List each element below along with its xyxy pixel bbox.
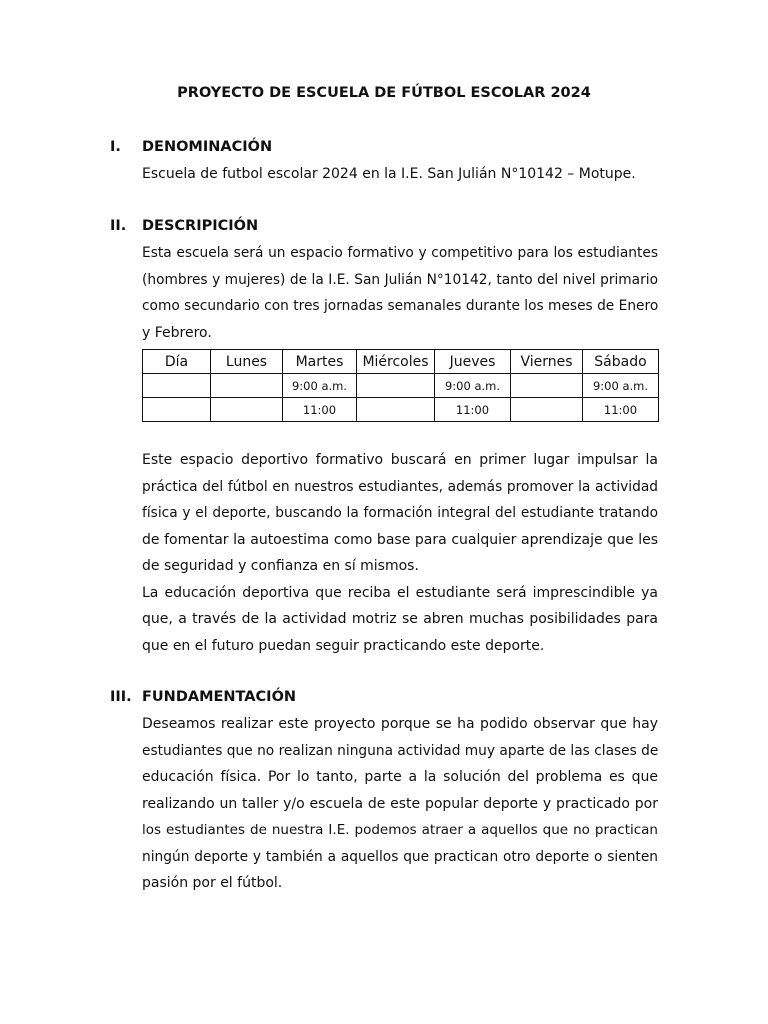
paragraph-line: ningún deporte y también a aquellos que practican otro deporte o sienten — [142, 848, 658, 865]
section-1-title: DENOMINACIÓN — [142, 139, 273, 155]
table-cell — [511, 398, 583, 422]
table-cell — [211, 398, 283, 422]
section-1-text — [142, 161, 658, 188]
section-2-text-continued — [142, 447, 658, 659]
paragraph-line: La educación deportiva que reciba el estudiante será imprescindible ya — [142, 584, 658, 601]
paragraph-line: pasión por el fútbol. — [142, 875, 283, 891]
paragraph-line: estudiantes que no realizan ninguna actividad muy aparte de las clases de — [142, 742, 659, 759]
table-header-cell: Lunes — [211, 350, 283, 374]
table-header-cell: Viernes — [511, 350, 583, 374]
paragraph-line: como secundario con tres jornadas semanales durante los meses de Enero — [142, 298, 659, 314]
table-header-cell: Miércoles — [357, 350, 435, 374]
table-header-cell: Sábado — [583, 350, 659, 374]
paragraph-line: Escuela de futbol escolar 2024 en la I.E. San Julián N°10142 – Motupe. — [142, 166, 636, 182]
paragraph-line: realizando un taller y/o escuela de este popular deporte y practicado por — [142, 795, 658, 812]
section-2-title: DESCRIPICIÓN — [142, 218, 259, 234]
paragraph-line: de seguridad y confianza en sí mismos. — [142, 558, 419, 574]
paragraph-line: Esta escuela será un espacio formativo y competitivo para los estudiantes — [142, 245, 658, 261]
paragraph-line: Este espacio deportivo formativo buscará en primer lugar impulsar la — [142, 452, 658, 468]
paragraph-line: educación física. Por lo tanto, parte a la solución del problema es que — [142, 769, 658, 785]
table-header-cell: Jueves — [435, 350, 511, 374]
table-cell: 9:00 a.m. — [583, 374, 659, 398]
section-3-title: FUNDAMENTACIÓN — [142, 689, 297, 705]
section-3-heading — [110, 689, 296, 705]
table-cell — [143, 374, 211, 398]
schedule-table — [142, 349, 659, 422]
document-title: PROYECTO DE ESCUELA DE FÚTBOL ESCOLAR 2024 — [177, 85, 591, 101]
paragraph-line: y Febrero. — [142, 324, 212, 341]
table-cell: 9:00 a.m. — [283, 374, 357, 398]
table-row — [143, 398, 659, 422]
table-header-row — [143, 350, 659, 374]
paragraph-line: que, a través de la actividad motriz se abren muchas posibilidades para — [142, 611, 658, 627]
table-cell: 11:00 — [283, 398, 357, 422]
paragraph-line: de fomentar la autoestima como base para cualquier aprendizaje que les — [142, 531, 658, 548]
paragraph-line: Deseamos realizar este proyecto porque se ha podido observar que hay — [142, 716, 658, 732]
paragraph-line: los estudiantes de nuestra I.E. podemos atraer a aquellos que no practican — [142, 822, 658, 838]
section-3-text — [142, 711, 658, 897]
section-3-number: III. — [110, 689, 132, 705]
paragraph-line: (hombres y mujeres) de la I.E. San Julián N°10142, tanto del nivel primario — [142, 271, 658, 288]
section-1-number: I. — [110, 139, 121, 155]
section-2-text — [142, 240, 658, 346]
paragraph-line: práctica del fútbol en nuestros estudiantes, además promover la actividad — [142, 478, 658, 495]
section-2-number: II. — [110, 218, 127, 234]
table-cell — [357, 374, 435, 398]
table-cell — [211, 374, 283, 398]
table-cell: 11:00 — [435, 398, 511, 422]
section-1-heading — [110, 139, 272, 155]
table-cell — [357, 398, 435, 422]
section-2-heading — [110, 218, 258, 234]
table-row — [143, 374, 659, 398]
table-cell — [511, 374, 583, 398]
table-header-cell: Martes — [283, 350, 357, 374]
table-cell: 9:00 a.m. — [435, 374, 511, 398]
paragraph-line: física y el deporte, buscando la formación integral del estudiante tratando — [142, 505, 658, 521]
paragraph-line: que en el futuro puedan seguir practicando este deporte. — [142, 637, 545, 654]
table-cell: 11:00 — [583, 398, 659, 422]
table-header-cell: Día — [143, 350, 211, 374]
table-cell — [143, 398, 211, 422]
